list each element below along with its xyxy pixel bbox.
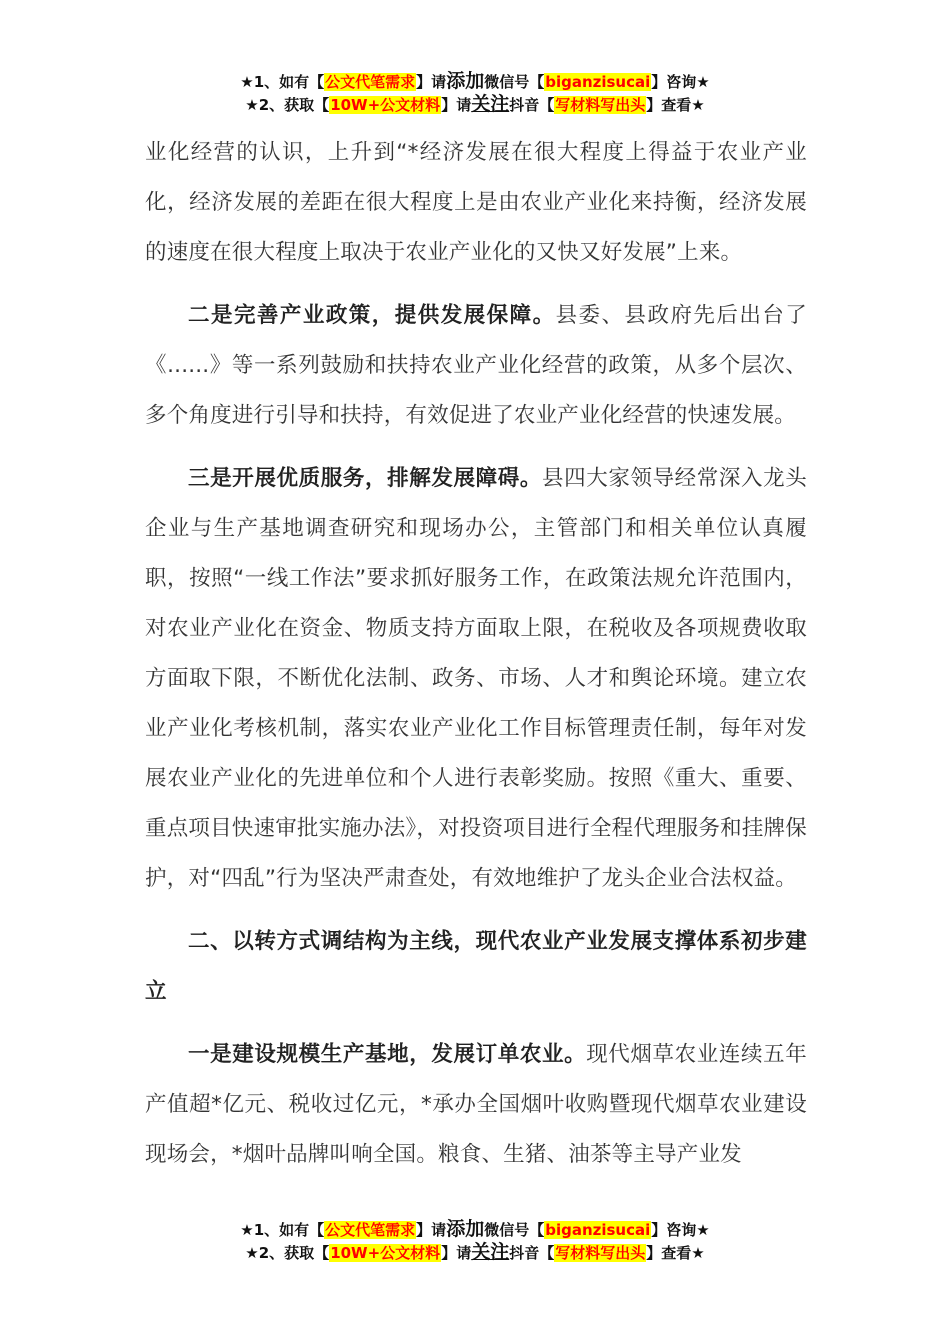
- banner-wechat-id: biganzisucai: [545, 73, 651, 91]
- paragraph-3: [145, 454, 807, 904]
- banner-text: 抖音【: [509, 1244, 555, 1262]
- paragraph-1: 业化经营的认识，上升到“*经济发展在很大程度上得益于农业产业化，经济发展的差距在很大程度上是由农业产业化来持衡，经济发展的速度在很大程度上取决于农业产业化的又快又好发展”上来。: [145, 140, 807, 265]
- banner-highlight: 公文代笔需求: [325, 73, 416, 91]
- banner-text: 】请: [441, 1244, 472, 1262]
- banner-wechat-id: biganzisucai: [545, 1221, 651, 1239]
- banner-text: 抖音【: [509, 96, 555, 114]
- paragraph-lead: 一是建设规模生产基地，发展订单农业。: [188, 1042, 587, 1067]
- banner-emphasis: 添加: [446, 1218, 485, 1240]
- banner-text: ★1、如有【: [240, 73, 325, 91]
- banner-line-1: [0, 1218, 950, 1241]
- banner-line-1: [0, 70, 950, 93]
- banner-highlight: 10W+公文材料: [330, 96, 441, 114]
- banner-emphasis: 关注: [471, 1241, 510, 1263]
- banner-text: 】请: [441, 96, 472, 114]
- banner-highlight: 公文代笔需求: [325, 1221, 416, 1239]
- document-body: [145, 128, 807, 1180]
- paragraph-body: 县四大家领导经常深入龙头企业与生产基地调查研究和现场办公，主管部门和相关单位认真履职，按照“一线工作法”要求抓好服务工作，在政策法规允许范围内，对农业产业化在资金、物质支持方面取上限，在税收及各项规费收取方面取下限，不断优化法制、政务、市场、人才和舆论环境。建立农业产业化考核机制，落实农业产业化工作目标管理责任制，每年对发展农业产业化的先进单位和个人进行表彰奖励。按照《重大、重要、重点项目快速审批实施办法》，对投资项目进行全程代理服务和挂牌保护，对“四乱”行为坚决严肃查处，有效地维护了龙头企业合法权益。: [145, 466, 807, 891]
- banner-text: 】查看★: [646, 1244, 705, 1262]
- paragraph-body: 县委、县政府先后出台了《......》等一系列鼓励和扶持农业产业化经营的政策，从多个层次、多个角度进行引导和扶持，有效促进了农业产业化经营的快速发展。: [145, 303, 808, 428]
- banner-text: ★2、获取【: [245, 1244, 330, 1262]
- banner-text: ★1、如有【: [240, 1221, 325, 1239]
- banner-highlight: 10W+公文材料: [330, 1244, 441, 1262]
- banner-douyin-id: 写材料写出头: [555, 96, 646, 114]
- banner-douyin-id: 写材料写出头: [555, 1244, 646, 1262]
- banner-text: 微信号【: [484, 1221, 545, 1239]
- header-banner: [0, 70, 950, 116]
- paragraph-4: [145, 1030, 807, 1180]
- paragraph-lead: 二是完善产业政策，提供发展保障。: [188, 303, 556, 328]
- banner-text: ★2、获取【: [245, 96, 330, 114]
- banner-emphasis: 添加: [446, 70, 485, 92]
- banner-text: 】请: [416, 73, 447, 91]
- banner-text: 】查看★: [646, 96, 705, 114]
- banner-text: 微信号【: [484, 73, 545, 91]
- footer-banner: [0, 1218, 950, 1264]
- banner-emphasis: 关注: [471, 93, 510, 115]
- banner-line-2: [0, 93, 950, 116]
- banner-text: 】咨询★: [651, 1221, 710, 1239]
- paragraph-body: 现代烟草农业连续五年产值超*亿元、税收过亿元，*承办全国烟叶收购暨现代烟草农业建设现场会，*烟叶品牌叫响全国。粮食、生猪、油茶等主导产业发: [145, 1042, 807, 1167]
- banner-text: 】请: [416, 1221, 447, 1239]
- section-heading: 二、以转方式调结构为主线，现代农业产业发展支撑体系初步建立: [145, 929, 807, 1004]
- paragraph-2: [145, 291, 807, 441]
- banner-line-2: [0, 1241, 950, 1264]
- paragraph-lead: 三是开展优质服务，排解发展障碍。: [188, 466, 542, 491]
- banner-text: 】咨询★: [651, 73, 710, 91]
